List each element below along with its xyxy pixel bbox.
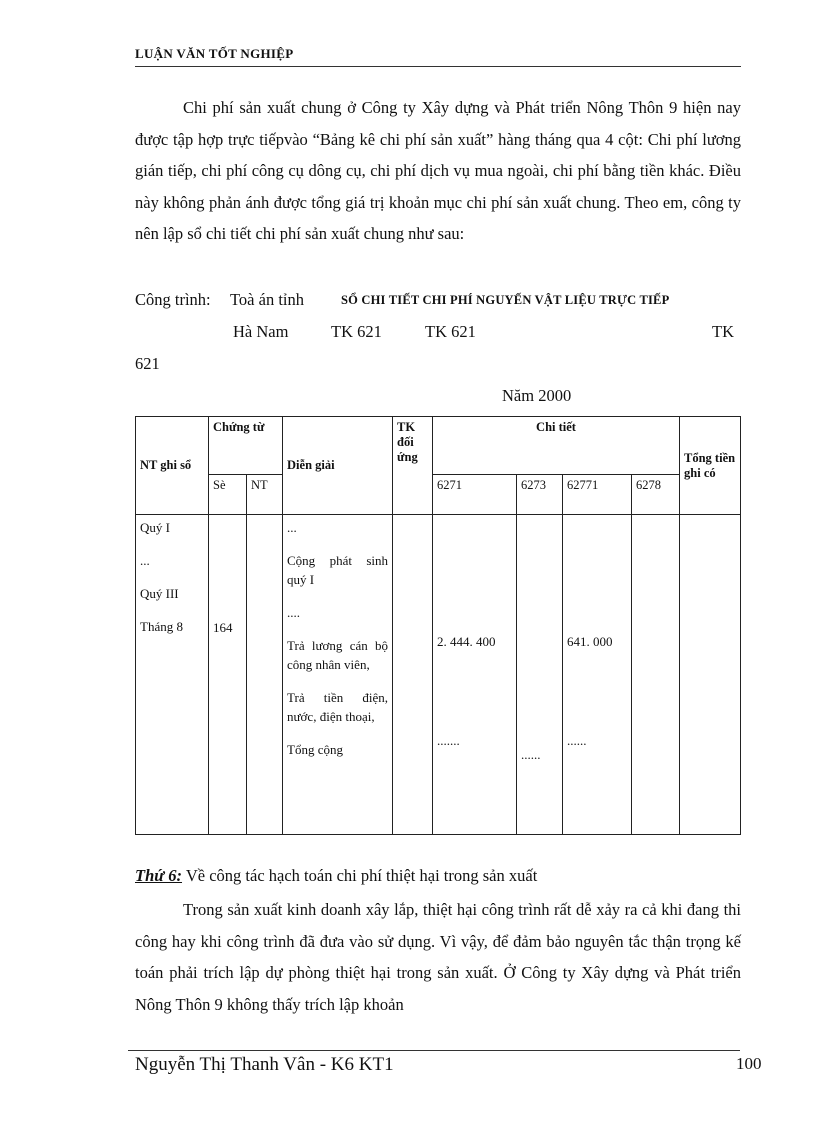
- ledger-title: SỔ CHI TIẾT CHI PHÍ NGUYẾN VẬT LIỆU TRỰC TIẾP: [341, 293, 670, 307]
- intro-paragraph: Chi phí sản xuất chung ở Công ty Xây dựng và Phát triển Nông Thôn 9 hiện nay được tập hợp trực tiếpvào “Bảng kê chi phí sản xuất” hàng tháng qua 4 cột: Chi phí lương gián tiếp, chi phí công cụ dông cụ, chi phí dịch vụ mua ngoài, chi phí bằng tiền khác. Điều này không phản ánh được tổng giá trị khoản mục chi phí sản xuất chung. Theo em, công ty nên lập sổ chi tiết chi phí sản xuất chung như sau:: [135, 98, 741, 243]
- description-item: ....: [287, 605, 301, 620]
- header-detail: Chi tiết: [433, 417, 680, 475]
- entry-date: Quý III: [140, 586, 179, 601]
- cell-description: [283, 515, 393, 835]
- cell-acct-62771: [563, 515, 632, 835]
- cell-contra-account: [393, 515, 433, 835]
- description-item: Trả tiền điện, nước, điện thoại,: [287, 690, 389, 724]
- ledger-table: [135, 416, 741, 835]
- amount-6271: 2. 444. 400: [437, 634, 496, 649]
- second-paragraph: Trong sản xuất kinh doanh xây lắp, thiệt hại công trình rất dễ xảy ra cả khi đang thi công hay khi công trình đã đưa vào sử dụng. Vì vậy, để đảm bảo nguyên tắc thận trọng kế toán phải trích lập dự phòng thiệt hại trong sản xuất. Ở Công ty Xây dựng và Phát triển Nông Thôn 9 không thấy trích lập khoản: [135, 900, 741, 1014]
- cell-voucher-date: [247, 515, 283, 835]
- description-item: ...: [287, 520, 297, 535]
- amount-6271: .......: [437, 733, 460, 748]
- cell-total-credit: [680, 515, 741, 835]
- account-label-b: TK 621: [425, 322, 476, 341]
- project-name-line-2: Hà Nam: [233, 322, 289, 341]
- amount-62771: ......: [567, 733, 587, 748]
- account-label-c-cont: 621: [135, 354, 160, 373]
- header-acct-6273: 6273: [517, 475, 563, 515]
- cell-acct-6273: [517, 515, 563, 835]
- description-item: Trả lương cán bộ công nhân viên,: [287, 638, 389, 672]
- header-contra-account: TK đối ứng: [393, 417, 433, 515]
- header-voucher: Chứng từ: [209, 417, 283, 475]
- header-description: Diễn giải: [283, 417, 393, 515]
- ledger-year: Năm 2000: [502, 386, 572, 405]
- cell-entry-dates: [136, 515, 209, 835]
- entry-date: ...: [140, 553, 150, 568]
- project-name-line-1: Toà án tỉnh: [230, 290, 304, 309]
- header-entry-date: NT ghi sổ: [136, 417, 209, 515]
- footer-author: Nguyễn Thị Thanh Vân - K6 KT1: [135, 1054, 394, 1075]
- entry-date: Quý I: [140, 520, 170, 535]
- description-item: Tổng cộng: [287, 742, 343, 757]
- footer-divider: [128, 1050, 740, 1051]
- header-acct-6271: 6271: [433, 475, 517, 515]
- cell-voucher-number: [209, 515, 247, 835]
- table-row: [136, 515, 741, 835]
- cell-acct-6271: [433, 515, 517, 835]
- header-total-credit: Tổng tiền ghi có: [680, 417, 741, 515]
- section-title: Về công tác hạch toán chi phí thiệt hại trong sản xuất: [182, 866, 538, 885]
- header-voucher-number: Sè: [209, 475, 247, 515]
- header-voucher-date: NT: [247, 475, 283, 515]
- section-label: Thứ 6:: [135, 866, 183, 885]
- entry-date: Tháng 8: [140, 619, 183, 634]
- account-label-c: TK: [712, 322, 734, 341]
- amount-6273: ......: [521, 747, 541, 762]
- section-heading: [135, 866, 537, 886]
- amount-62771: 641. 000: [567, 634, 613, 649]
- cell-acct-6278: [632, 515, 680, 835]
- project-label: Công trình:: [135, 290, 211, 309]
- voucher-number: 164: [213, 620, 233, 635]
- page-number: 100: [736, 1054, 762, 1073]
- running-header: LUẬN VĂN TỐT NGHIỆP: [135, 46, 741, 67]
- header-acct-6278: 6278: [632, 475, 680, 515]
- header-acct-62771: 62771: [563, 475, 632, 515]
- account-label-a: TK 621: [331, 322, 382, 341]
- description-item: Cộng phát sinh quý I: [287, 553, 389, 587]
